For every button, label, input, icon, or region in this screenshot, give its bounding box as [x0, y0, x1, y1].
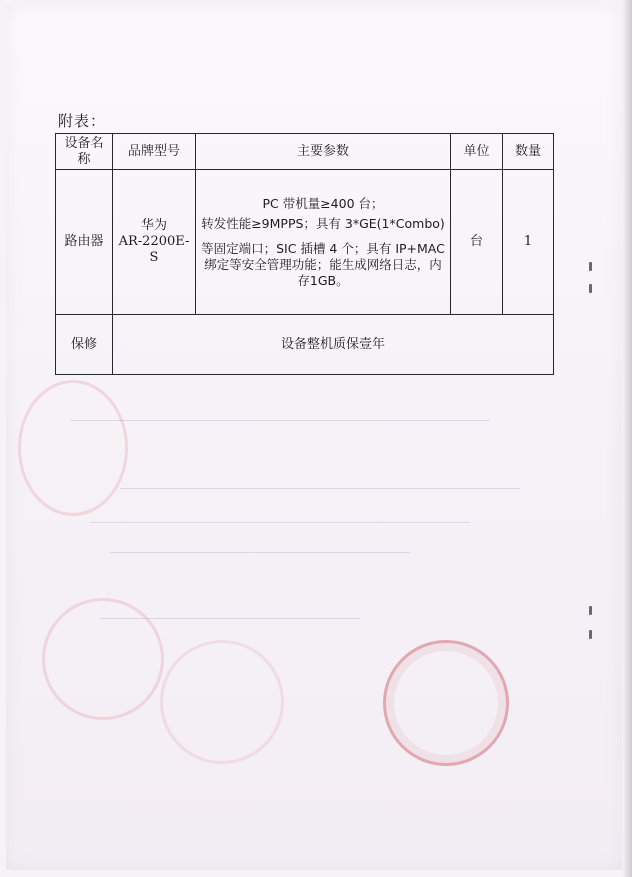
equipment-table [55, 133, 554, 375]
staple-mark [589, 284, 592, 293]
staple-mark [589, 606, 592, 615]
param-line: PC 带机量≥400 台； [262, 195, 384, 211]
staple-mark [589, 262, 592, 271]
warranty-label: 保修 [56, 315, 113, 375]
param-line: 转发性能≥9MPPS；具有 3*GE(1*Combo) [201, 215, 445, 231]
brand-name: 华为 [140, 218, 167, 233]
header-main-params: 主要参数 [196, 134, 451, 170]
model-number: AR-2200E-S [118, 234, 190, 265]
show-through-line [120, 488, 520, 489]
header-brand-model: 品牌型号 [113, 134, 196, 170]
cell-main-params [196, 170, 451, 315]
warranty-text: 设备整机质保壹年 [113, 315, 554, 375]
header-quantity: 数量 [503, 134, 554, 170]
show-through-line [70, 420, 490, 421]
page-edge-shadow [622, 0, 632, 877]
staple-mark [589, 630, 592, 639]
attachment-heading: 附表： [58, 112, 107, 130]
header-device-name: 设备名称 [56, 134, 113, 170]
show-through-line [100, 618, 360, 619]
show-through-line [90, 522, 470, 523]
warranty-row [56, 315, 554, 375]
param-line: 等固定端口；SIC 插槽 4 个；具有 IP+MAC 绑定等安全管理功能；能生成网络日志，内存1GB。 [201, 240, 445, 288]
cell-unit: 台 [451, 170, 503, 315]
table-row [56, 170, 554, 315]
cell-device-name: 路由器 [56, 170, 113, 315]
cell-quantity: 1 [503, 170, 554, 315]
cell-brand-model [113, 170, 196, 315]
show-through-line [110, 552, 410, 553]
header-unit: 单位 [451, 134, 503, 170]
table-header-row [56, 134, 554, 170]
